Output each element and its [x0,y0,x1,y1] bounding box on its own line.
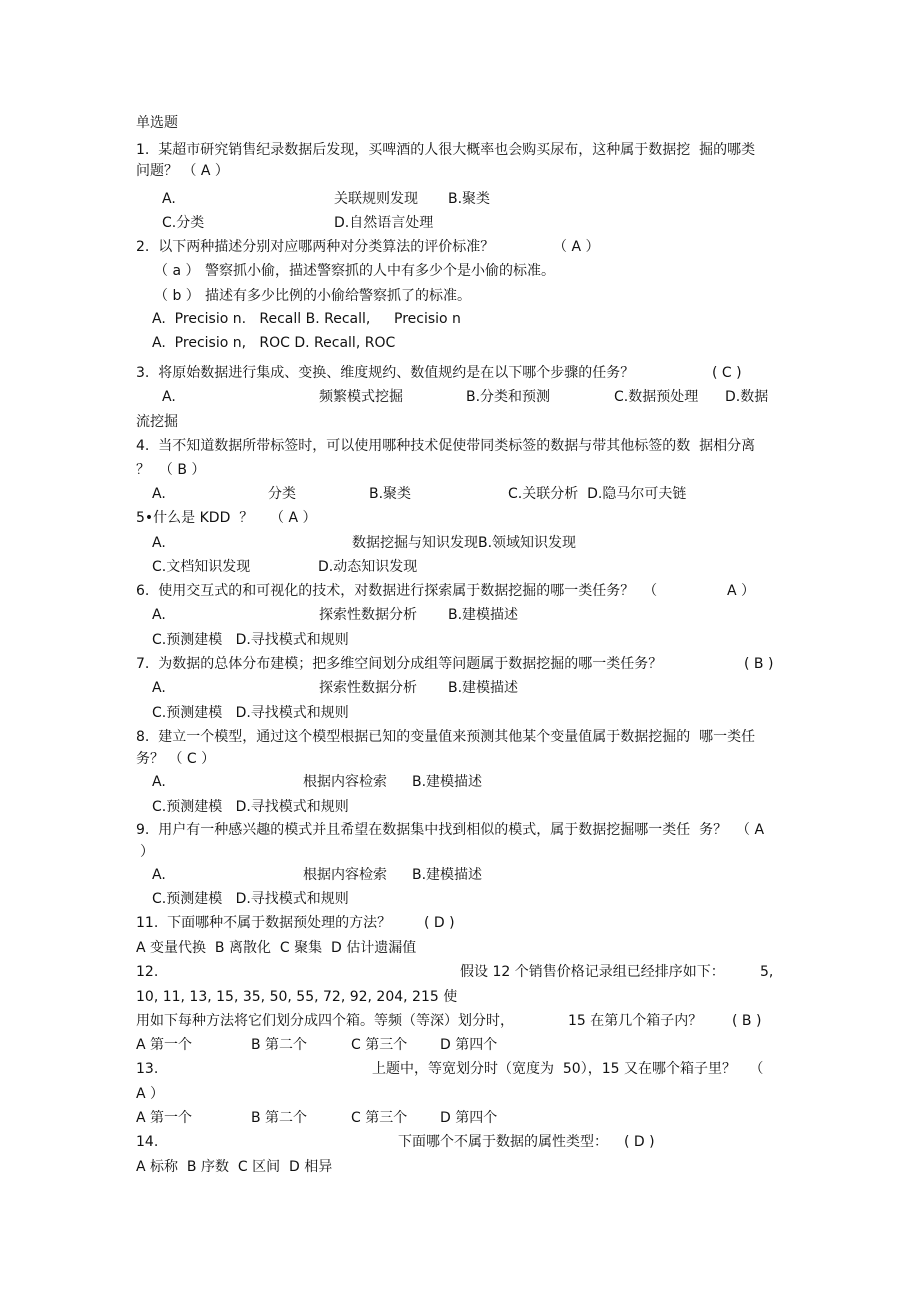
q9-option-a-label: A. [152,867,166,883]
q12-question: 15 在第几个箱子内？ [568,1013,703,1029]
q13-text: 上题中，等宽划分时（宽度为 50），15 又在哪个箱子里？ （ [372,1061,764,1077]
q13-number: 13. [136,1061,159,1077]
q11-text: 11. 下面哪种不属于数据预处理的方法？ [136,915,392,931]
q9-text: 9. 用户有一种感兴趣的模式并且希望在数据集中找到相似的模式，属于数据挖掘哪一类任 务？ （ A [136,822,765,838]
q8-option-a: 根据内容检索 [303,774,387,790]
q7-text: 7. 为数据的总体分布建模；把多维空间划分成组等问题属于数据挖掘的哪一类任务？ [136,656,663,672]
q7-option-a: 探索性数据分析 [319,680,417,696]
q3-option-a: 频繁模式挖掘 [319,389,403,405]
q12-text-tail: 5, [760,964,774,980]
q5-answer: （ A ） [270,510,317,526]
q3-answer: ( C ) [712,365,742,381]
q2-options-ab-tail: Precisio n [394,311,461,327]
q12-option-b: B 第二个 [251,1037,308,1053]
q4-option-a-label: A. [152,486,166,502]
q12-text: 假设 12 个销售价格记录组已经排序如下： [460,964,725,980]
q3-option-b: B.分类和预测 [466,389,551,405]
q9-text-cont: ） [140,844,154,860]
q3-text: 3. 将原始数据进行集成、变换、维度规约、数值规约是在以下哪个步骤的任务？ [136,365,635,381]
q12-option-d: D 第四个 [440,1037,498,1053]
q6-option-a: 探索性数据分析 [319,607,417,623]
q9-option-b: B.建模描述 [412,867,483,883]
q1-option-a: 关联规则发现 [334,191,418,207]
q9-options-cd: C.预测建模 D.寻找模式和规则 [152,891,349,907]
q6-answer: A ） [727,583,756,599]
q12-number: 12. [136,964,159,980]
q12-text-cont: 用如下每种方法将它们划分成四个箱。等频（等深）划分时， [136,1013,514,1029]
q4-option-b: B.聚类 [369,486,412,502]
q14-answer: ( D ) [624,1134,655,1150]
q7-answer: ( B ) [744,656,774,672]
q7-options-cd: C.预测建模 D.寻找模式和规则 [152,705,349,721]
q12-answer: ( B ) [732,1013,762,1029]
q1-option-d: D.自然语言处理 [334,215,434,231]
q2-sub-a-label: （ a ） [154,263,200,279]
q6-option-a-label: A. [152,607,166,623]
q5-options-ab: 数据挖掘与知识发现B.领域知识发现 [352,535,577,551]
q3-option-d-cont: 流挖掘 [136,414,178,430]
q1-option-c: C.分类 [162,215,205,231]
q2-options-ab: A. Precisio n. Recall B. Recall, [152,311,371,327]
section-title: 单选题 [136,115,178,131]
q11-options: A 变量代换 B 离散化 C 聚集 D 估计遗漏值 [136,940,417,956]
q4-text: 4. 当不知道数据所带标签时，可以使用哪种技术促使带同类标签的数据与带其他标签的数 据相分离 [136,438,756,454]
q1-text-cont: 问题？ （ A ） [136,163,229,179]
q14-options: A 标称 B 序数 C 区间 D 相异 [136,1159,333,1175]
q5-option-a-label: A. [152,535,166,551]
q8-option-b: B.建模描述 [412,774,483,790]
q3-option-a-label: A. [162,389,176,405]
q1-option-b: B.聚类 [448,191,491,207]
q13-option-a: A 第一个 [136,1110,193,1126]
q2-answer: （ A ） [553,239,600,255]
q14-text: 下面哪个不属于数据的属性类型： [398,1134,608,1150]
q4-text-cont: ？ （ B ） [136,462,206,478]
q8-text: 8. 建立一个模型，通过这个模型根据已知的变量值来预测其他某个变量值属于数据挖掘的 哪一类任 [136,729,756,745]
q13-answer: A ） [136,1086,165,1102]
q6-options-cd: C.预测建模 D.寻找模式和规则 [152,632,349,648]
q4-options-cd: C.关联分析 D.隐马尔可夫链 [508,486,687,502]
q5-option-d: D.动态知识发现 [318,559,418,575]
q13-option-d: D 第四个 [440,1110,498,1126]
q3-option-d: D.数据 [725,389,769,405]
q12-values: 10, 11, 13, 15, 35, 50, 55, 72, 92, 204, 215 使 [136,989,458,1005]
q13-option-c: C 第三个 [351,1110,408,1126]
q2-sub-b: 描述有多少比例的小偷给警察抓了的标准。 [205,288,471,304]
q12-option-c: C 第三个 [351,1037,408,1053]
q13-option-b: B 第二个 [251,1110,308,1126]
q7-option-b: B.建模描述 [448,680,519,696]
q7-option-a-label: A. [152,680,166,696]
q5-text: 5•什么是 KDD ？ [136,510,254,526]
q1-text: 1. 某超市研究销售纪录数据后发现，买啤酒的人很大概率也会购买尿布，这种属于数据挖 掘的哪类 [136,142,756,158]
q1-option-a-label: A. [162,191,176,207]
q4-option-a: 分类 [268,486,296,502]
q5-option-c: C.文档知识发现 [152,559,251,575]
q6-text: 6. 使用交互式的和可视化的技术，对数据进行探索属于数据挖掘的哪一类任务？ （ [136,583,658,599]
q3-option-c: C.数据预处理 [614,389,699,405]
q12-option-a: A 第一个 [136,1037,193,1053]
q8-options-cd: C.预测建模 D.寻找模式和规则 [152,799,349,815]
q11-answer: ( D ) [424,915,455,931]
q2-options-cd: A. Precisio n, ROC D. Recall, ROC [152,335,396,351]
q2-sub-b-label: （ b ） [154,288,200,304]
q2-text: 2. 以下两种描述分别对应哪两种对分类算法的评价标准？ [136,239,495,255]
q6-option-b: B.建模描述 [448,607,519,623]
q8-text-cont: 务？ （ C ） [136,751,216,767]
q8-option-a-label: A. [152,774,166,790]
q14-number: 14. [136,1134,159,1150]
q9-option-a: 根据内容检索 [303,867,387,883]
q2-sub-a: 警察抓小偷，描述警察抓的人中有多少个是小偷的标准。 [205,263,555,279]
